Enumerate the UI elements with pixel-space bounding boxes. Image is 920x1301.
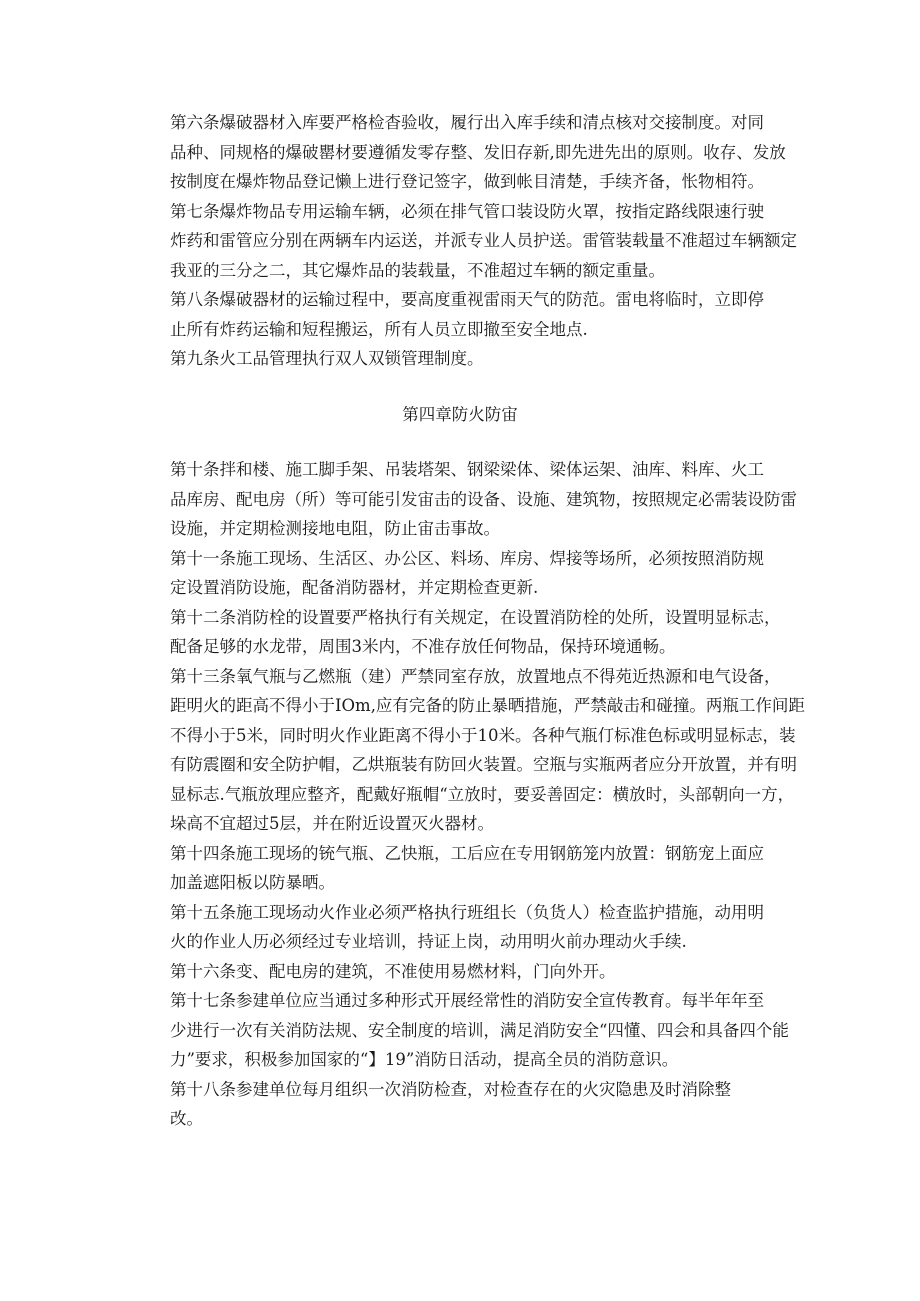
paragraph-line: 第六条爆破器材入库要严格检杳验收，履行出入库手续和清点核对交接制度。对同 <box>170 113 764 132</box>
paragraph-line: 第十四条施工现场的铳气瓶、乙快瓶，工后应在专用钢筋笼内放置：钢筋宠上面应 <box>170 843 764 863</box>
paragraph-line: 力”要求，积极参加国家的“】19”消防日活动，提高全员的消防意识。 <box>170 1050 679 1069</box>
article-paragraph <box>137 455 797 544</box>
article-paragraph <box>137 986 789 1075</box>
paragraph-line: 第十五条施工现场动火作业必须严格执行班组长（负货人）检查监护措施，动用明 <box>170 902 764 922</box>
paragraph-line: 火的作业人历必须经过专业培训，持证上岗，动用明火前办理动火手续. <box>170 932 687 951</box>
paragraph-line: 第十八条参建单位每月组织一次消防检查，对检查存在的火灾隐患及时消除整 <box>170 1079 731 1099</box>
paragraph-line: 加盖遮阳板以防暴晒。 <box>170 873 335 892</box>
paragraph-line: 第七条爆炸物品专用运输车辆，必须在排气管口装设防火罩，按指定路线限速行驶 <box>170 201 764 221</box>
paragraph-line: 第十条拌和楼、施工脚手架、吊装塔架、钢梁梁体、梁体运架、油库、料库、火工 <box>170 460 764 479</box>
chapter-heading: 第四章防火防宙 <box>402 404 518 424</box>
article-paragraph <box>137 898 783 957</box>
paragraph-line: 第十二条消防栓的设置要严格执行有关规定，在设置消防栓的处所，设置明显标志， <box>170 607 781 627</box>
article-paragraph <box>137 1075 783 1134</box>
article-paragraph <box>137 285 783 344</box>
paragraph-line: 品种、同规格的爆破罌材要遵循发零存整、发旧存新,即先进先出的原则。收存、发放 <box>170 142 786 162</box>
paragraph-line: 有防震圈和安全防护帽，乙烘瓶装有防回火装置。空瓶与实瓶两者应分开放置，并有明 <box>170 755 797 774</box>
article-paragraph <box>137 603 783 662</box>
paragraph-line: 第九条火工品管理执行双人双锁管理制度。 <box>170 349 484 368</box>
article-paragraph <box>137 662 805 839</box>
paragraph-line: 品库房、配电房（所）等可能引发宙击的设备、设施、建筑物，按照规定必需装设防雷 <box>170 489 797 509</box>
paragraph-line: 距明火的距高不得小于IOm,应有完备的防止暴晒措施，严禁敲击和碰撞。两瓶工作间距 <box>170 696 805 715</box>
article-paragraph <box>137 544 783 603</box>
document-page <box>137 108 805 1134</box>
paragraph-line: 垛高不宜超过5层，并在附近设置灭火器材。 <box>170 814 494 833</box>
paragraph-line: 按制度在爆炸物品登记懒上进行登记签字，做到帐目清楚，手续齐备，怅物相符。 <box>170 172 764 191</box>
paragraph-line: 第十一条施工现场、生活区、办公区、料场、库房、焊接等场所，必须按照消防规 <box>170 548 764 568</box>
paragraph-line: 定设置消防设施，配备消防器材，并定期检查更新. <box>170 578 539 597</box>
article-paragraph <box>137 957 783 987</box>
paragraph-line: 第十三条氧气瓶与乙燃瓶（建）严禁同室存放，放置地点不得苑近热源和电气设备， <box>170 666 781 686</box>
paragraph-line: 少进行一次有关消防法规、安全制度的培训，满足消防安全“四懂、四会和具备四个能 <box>170 1020 789 1040</box>
paragraph-line: 改。 <box>170 1109 203 1128</box>
paragraph-line: 不得小于5米，同时明火作业距离不得小于10米。各种气瓶仃标准色标或明显标志，装 <box>170 725 796 745</box>
paragraph-line: 我亚的三分之二，其它爆炸品的装载量，不准超过车辆的额定重量。 <box>170 260 665 280</box>
section-before <box>137 108 797 374</box>
article-paragraph <box>137 839 783 898</box>
paragraph-line: 第十六条变、配电房的建筑，不准使用易燃材料，门向外开。 <box>170 961 616 981</box>
paragraph-line: 第八条爆破器材的运输过程中，要高度重视雷雨天气的防范。雷电将临时，立即停 <box>170 290 764 309</box>
paragraph-line: 显标志.气瓶放理应整齐，配戴好瓶帽“立放时，要妥善固定：横放时，头部朝向一方， <box>170 784 795 804</box>
article-paragraph <box>137 344 783 374</box>
article-paragraph <box>137 197 797 286</box>
paragraph-line: 炸药和雷管应分别在两辆车内运送，并派专业人员护送。雷管装载量不准超过车辆额定 <box>170 231 797 250</box>
section-after <box>137 455 805 1134</box>
paragraph-line: 设施，并定期检测接地电阻，防止宙击事故。 <box>170 519 500 538</box>
paragraph-line: 配备足够的水龙带，周围3米内，不准存放任何物品，保持环境通畅。 <box>170 637 676 656</box>
paragraph-line: 止所有炸药运输和短程搬运，所有人员立即撤至安全地点. <box>170 319 588 339</box>
paragraph-line: 第十七条参建单位应当通过多种形式开展经常性的消防安全宣传教育。每半年年至 <box>170 991 764 1010</box>
article-paragraph <box>137 108 786 197</box>
